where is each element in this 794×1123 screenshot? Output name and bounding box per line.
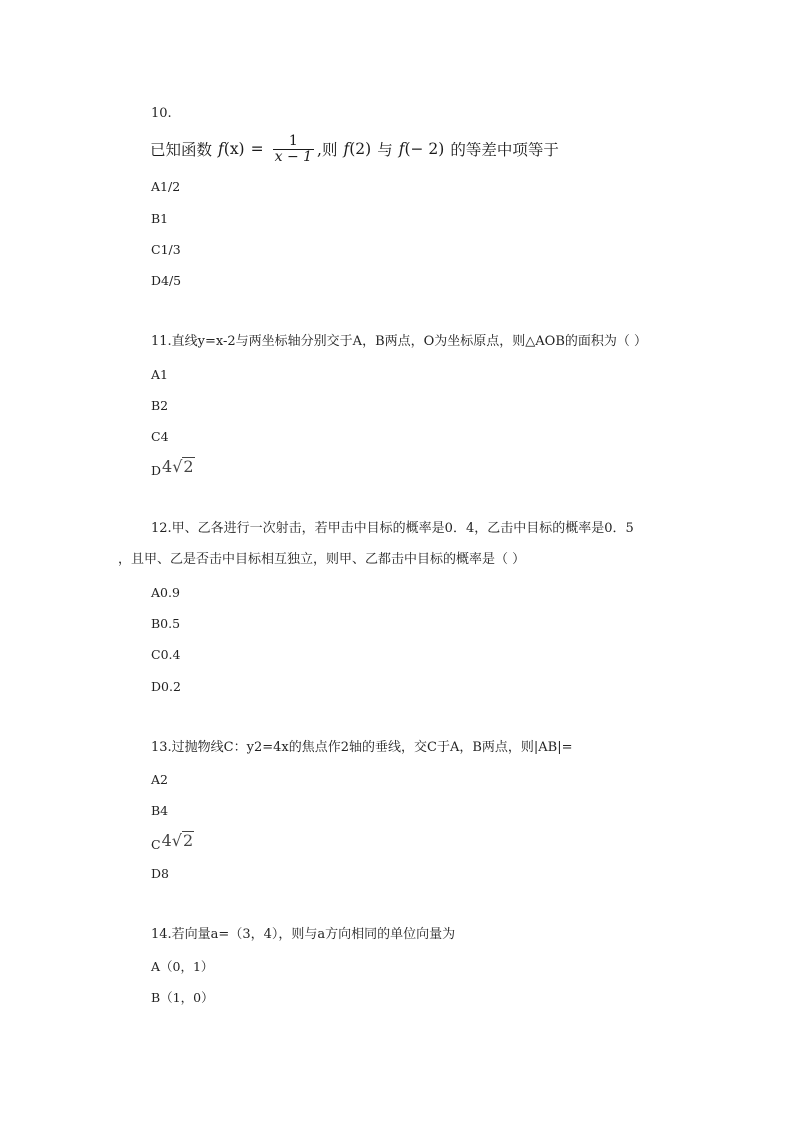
q11-option-d	[151, 457, 195, 479]
q13-option-b: B4	[151, 803, 169, 818]
q10-frac-denominator: x − 1	[274, 148, 313, 165]
q11-option-d-coef: 4	[162, 457, 173, 476]
q11-option-b: B2	[151, 398, 169, 413]
q12-option-a: A0.9	[151, 585, 180, 600]
q10-conj: 与	[377, 141, 393, 159]
q13-stem: 13.过抛物线C：y2=4x的焦点作2轴的垂线，交C于A，B两点，则|AB|=	[151, 740, 573, 755]
q13-option-c-radicand: 2	[182, 831, 194, 850]
q12-option-b: B0.5	[151, 616, 181, 631]
q13-option-c-value	[162, 831, 195, 849]
q12-option-d: D0.2	[151, 679, 181, 694]
q11-option-d-radicand: 2	[183, 457, 194, 476]
q10-option-a: A1/2	[151, 179, 181, 194]
q11-stem: 11.直线y=x-2与两坐标轴分别交于A，B两点，O为坐标原点，则△AOB的面积为（ ）	[151, 334, 648, 349]
q10-option-b: B1	[151, 211, 169, 226]
q10-frac-numerator: 1	[288, 132, 298, 149]
q10-option-d: D4/5	[151, 273, 182, 288]
q10-stem-suffix: 的等差中项等于	[450, 141, 559, 159]
q13-option-c	[151, 831, 194, 853]
q10-func-name: f	[218, 140, 224, 158]
q11-option-d-letter: D	[151, 463, 162, 478]
q10-f2-name: f	[343, 140, 350, 158]
sqrt-icon: √	[172, 457, 183, 476]
q14-option-a: A（0，1）	[151, 959, 214, 974]
q10-fraction	[273, 134, 314, 165]
sqrt-icon: √	[171, 831, 182, 850]
q13-option-d: D8	[151, 866, 169, 881]
q10-number: 10.	[151, 106, 172, 121]
q12-option-c: C0.4	[151, 647, 181, 662]
q10-stem-prefix: 已知函数	[150, 141, 213, 159]
q13-option-c-coef: 4	[161, 831, 172, 850]
q10-fm2-arg: (− 2)	[404, 140, 445, 158]
q13-option-c-letter: C	[151, 837, 161, 852]
q11-option-c: C4	[151, 429, 169, 444]
q10-equals: =	[250, 140, 264, 158]
q14-stem: 14.若向量a=（3，4），则与a方向相同的单位向量为	[151, 927, 456, 942]
q11-option-a: A1	[151, 367, 168, 382]
q12-stem-line1: 12.甲、乙各进行一次射击，若甲击中目标的概率是0．4，乙击中目标的概率是0．5	[151, 521, 634, 536]
q10-func-arg: (x)	[223, 140, 245, 158]
q12-stem-line2: ，且甲、乙是否击中目标相互独立，则甲、乙都击中目标的概率是（ ）	[118, 552, 526, 567]
q10-option-c: C1/3	[151, 242, 181, 257]
q10-f2-arg: (2)	[349, 140, 372, 158]
q10-stem	[150, 132, 559, 166]
q11-option-d-value	[162, 457, 195, 475]
q10-stem-mid: ,则	[317, 141, 338, 159]
q10-fm2-name: f	[398, 140, 405, 158]
q14-option-b: B（1，0）	[151, 990, 214, 1005]
q13-option-a: A2	[151, 772, 168, 787]
